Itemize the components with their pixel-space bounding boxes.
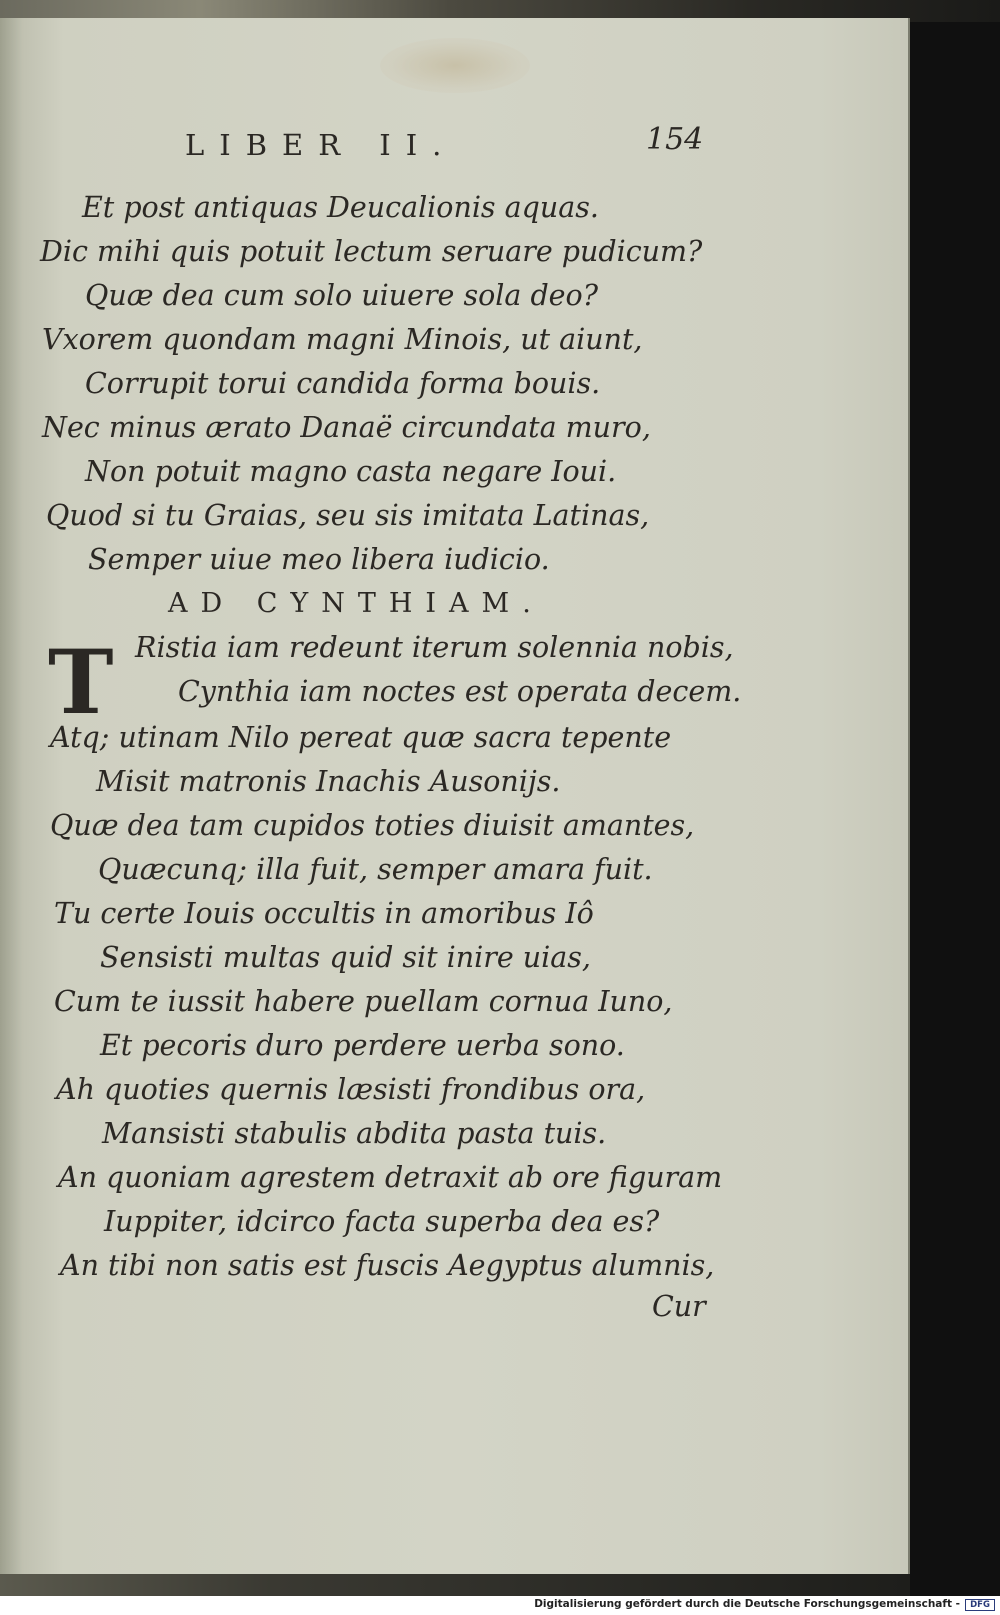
verse-line: Corrupit torui candida forma bouis.: [85, 367, 601, 400]
scan-bottom-edge: [0, 1574, 910, 1596]
verse-line: Cynthia iam noctes est operata decem.: [178, 675, 742, 708]
verse-line: An quoniam agrestem detraxit ab ore figuram: [58, 1161, 723, 1194]
footer-credit: Digitalisierung gefördert durch die Deutsche Forschungsgemeinschaft -: [534, 1598, 960, 1610]
poem-heading: AD CYNTHIAM.: [168, 588, 544, 619]
verse-line: Vxorem quondam magni Minois, ut aiunt,: [42, 323, 643, 356]
verse-line: Mansisti stabulis abdita pasta tuis.: [102, 1117, 607, 1150]
verse-line: Tu certe Iouis occultis in amoribus Iô: [54, 897, 594, 930]
footer-bar: [0, 1596, 1000, 1615]
verse-line: Semper uiue meo libera iudicio.: [88, 543, 550, 576]
dfg-logo-icon: DFG: [965, 1599, 995, 1611]
verse-line: Quod si tu Graias, seu sis imitata Latinas,: [46, 499, 650, 532]
verse-line: Ristia iam redeunt iterum solennia nobis,: [135, 631, 734, 664]
verse-line: Cum te iussit habere puellam cornua Iuno,: [54, 985, 673, 1018]
verse-line: An tibi non satis est fuscis Aegyptus alumnis,: [60, 1249, 715, 1282]
page-number: 154: [646, 122, 704, 157]
verse-line: Iuppiter, idcirco facta superba dea es?: [104, 1205, 660, 1238]
catchword: Cur: [652, 1290, 706, 1323]
paper-stain: [380, 38, 530, 93]
running-head: LIBER II.: [185, 128, 457, 162]
verse-line: Quæcunq; illa fuit, semper amara fuit.: [98, 853, 653, 886]
verse-line: Et post antiquas Deucalionis aquas.: [82, 191, 599, 224]
verse-line: Ah quoties quernis læsisti frondibus ora,: [56, 1073, 646, 1106]
verse-line: Atq; utinam Nilo pereat quæ sacra tepente: [50, 721, 672, 754]
book-page: [0, 18, 910, 1576]
drop-cap: T: [48, 630, 114, 734]
verse-line: Dic mihi quis potuit lectum seruare pudicum?: [40, 235, 703, 268]
verse-line: Quæ dea cum solo uiuere sola deo?: [85, 279, 598, 312]
verse-line: Quæ dea tam cupidos toties diuisit amantes,: [50, 809, 695, 842]
verse-line: Et pecoris duro perdere uerba sono.: [100, 1029, 625, 1062]
verse-line: Sensisti multas quid sit inire uias,: [100, 941, 591, 974]
verse-line: Non potuit magno casta negare Ioui.: [85, 455, 617, 488]
verse-line: Nec minus ærato Danaë circundata muro,: [42, 411, 651, 444]
verse-line: Misit matronis Inachis Ausonijs.: [96, 765, 561, 798]
